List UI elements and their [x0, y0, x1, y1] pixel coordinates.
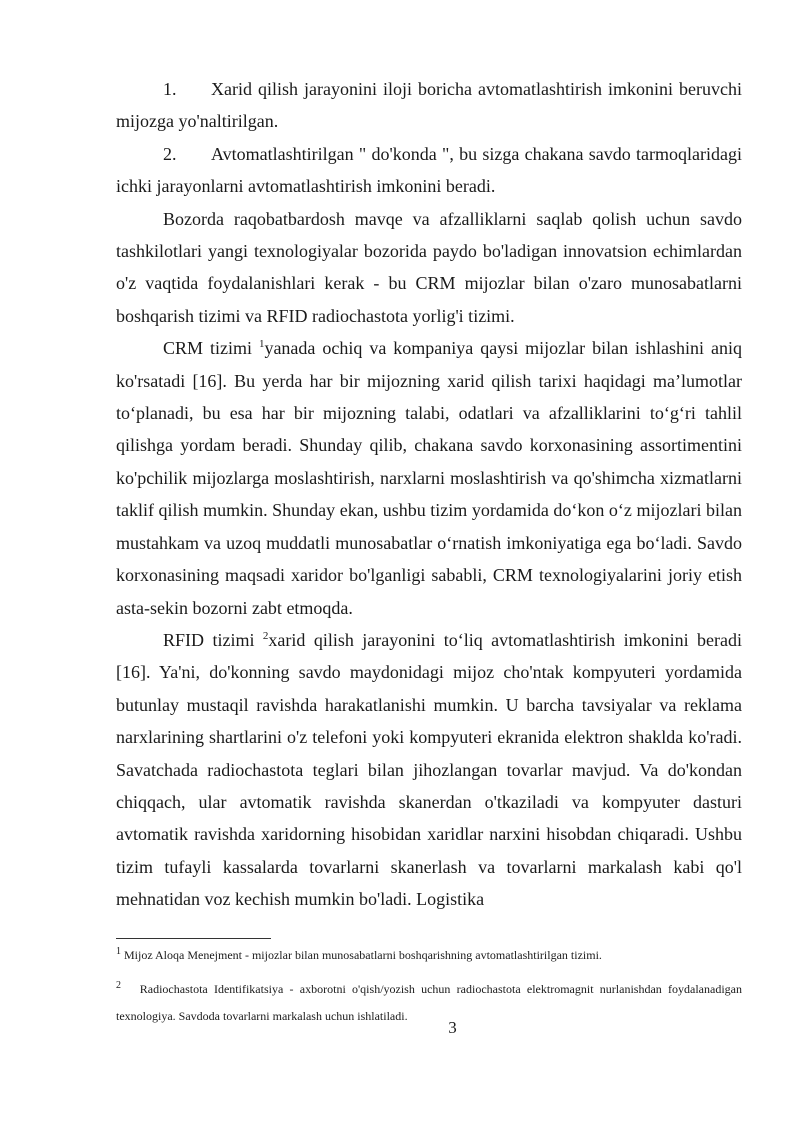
paragraph-rfid [116, 624, 742, 916]
paragraph-lead: CRM tizimi [163, 338, 259, 359]
list-item-number: 2. [163, 143, 177, 164]
list-item-text: Xarid qilish jarayonini iloji boricha avtomatlashtirish imkonini beruvchi mijozga yo'naltirilgan. [116, 79, 742, 132]
page-number: 3 [448, 1018, 457, 1037]
footnote-ref-1[interactable]: 1 [258, 338, 265, 351]
footnote-mark: 1 [116, 946, 121, 957]
paragraph-lead: RFID tizimi [163, 629, 263, 650]
footnote-divider [116, 938, 271, 939]
footnote-ref-2[interactable]: 2 [262, 629, 269, 642]
body-text [116, 73, 742, 916]
paragraph-text: xarid qilish jarayonini to‘liq avtomatlashtirish imkonini beradi [16]. Ya'ni, do'konning savdo maydonidagi mijoz cho'ntak kompyuteri yordamida butunlay mustaqil ravishda harakatlanishi mumkin. U barcha tavsiyalar va reklama narxlarining shartlarini o'z telefoni yoki kompyuteri ekranida elektron shaklda ko'radi. Savatchada radiochastota teglari bilan jihozlangan tovarlar mavjud. Va do'kondan chiqqach, ular avtomatik ravishda skanerdan o'tkaziladi va kompyuter dasturi avtomatik ravishda xaridorning hisobidan xaridlar narxini hisobdan chiqaradi. Ushbu tizim tufayli kassalarda tovarlarni skanerlash va tovarlarni markalash kabi qo'l mehnatidan voz kechish mumkin bo'ladi. Logistika [116, 629, 742, 910]
footnote-mark: 2 [116, 980, 121, 991]
footnote-text: Mijoz Aloqa Menejment - mijozlar bilan munosabatlarni boshqarishning avtomatlashtirilgan tizimi. [124, 948, 602, 962]
list-item-number: 1. [163, 79, 177, 99]
list-item-1 [116, 73, 742, 138]
list-item-2 [116, 138, 742, 203]
footnote-1 [116, 942, 742, 969]
paragraph-crm [116, 332, 742, 624]
list-item-text: Avtomatlashtirilgan " do'konda ", bu sizga chakana savdo tarmoqlaridagi ichki jarayonlarni avtomatlashtirish imkonini beradi. [116, 143, 742, 197]
paragraph-text: Bozorda raqobatbardosh mavqe va afzalliklarni saqlab qolish uchun savdo tashkilotlari yangi texnologiyalar bozorida paydo bo'ladigan innovatsion echimlardan o'z vaqtida foydalanishlari kerak - bu CRM mijozlar bilan o'zaro munosabatlarni boshqarish tizimi va RFID radiochastota yorlig'i tizimi. [116, 208, 742, 326]
footnote-text: Radiochastota Identifikatsiya - axborotni o'qish/yozish uchun radiochastota elektromagnit nurlanishdan foydalanadigan texnologiya. Savdoda tovarlarni markalash uchun ishlatiladi. [116, 982, 742, 1023]
paragraph-text: yanada ochiq va kompaniya qaysi mijozlar bilan ishlashini aniq ko'rsatadi [16]. Bu yerda har bir mijozning xarid qilish tarixi haqidagi ma’lumotlar to‘planadi, bu esa har bir mijozning talabi, odatlari va afzalliklarini to‘g‘ri tahlil qilishga yordam beradi. Shunday qilib, chakana savdo korxonasining assortimentini ko'pchilik mijozlarga moslashtirish, narxlarni moslashtirish va qo'shimcha xizmatlarni taklif qilish mumkin. Shunday ekan, ushbu tizim yordamida do‘kon o‘z mijozlari bilan mustahkam va uzoq muddatli munosabatlar o‘rnatish imkoniyatiga ega bo‘ladi. Savdo korxonasining maqsadi xaridor bo'lganligi sababli, CRM texnologiyalarini joriy etish asta-sekin bozorni zabt etmoqda. [116, 338, 742, 618]
paragraph-intro [116, 203, 742, 333]
